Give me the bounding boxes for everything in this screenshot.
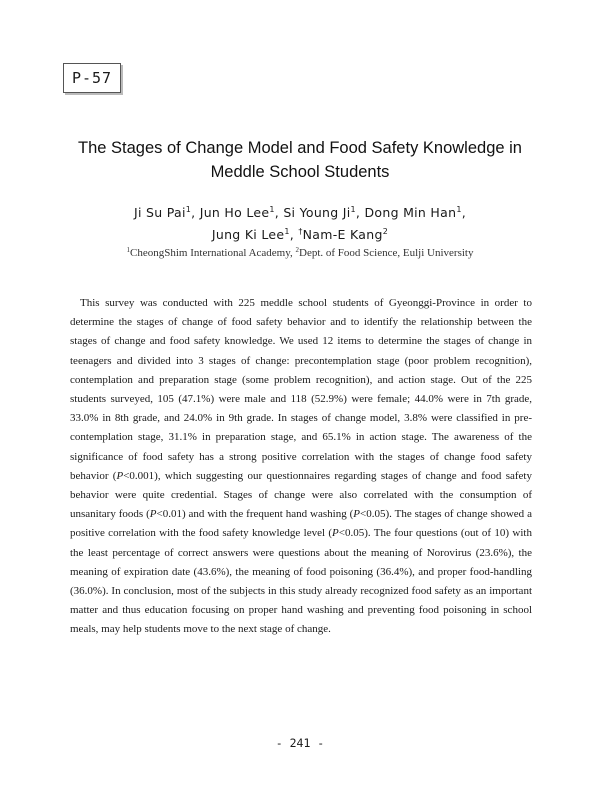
p-value-symbol: P: [149, 508, 157, 521]
p-value-symbol: P: [116, 469, 124, 482]
author-line-1: [40, 202, 560, 224]
abstract-text: <0.001), which suggesting our questionnaires regarding stages of change and food safety behavior were quite credential. Stages of change were also correlated with the consumption of unsanitary foods (: [70, 469, 532, 521]
affiliation-mark: 2: [295, 246, 300, 254]
author-affiliation-mark: 1: [350, 205, 356, 214]
author-name: Jun Ho Lee: [199, 205, 270, 220]
author-affiliation-mark: 1: [284, 227, 290, 236]
poster-id-box: P-57: [63, 63, 121, 93]
author-separator: ,: [355, 205, 365, 220]
author-affiliation-mark: 2: [382, 227, 389, 236]
author-separator: ,: [274, 205, 284, 220]
p-value-symbol: P: [353, 508, 361, 521]
paper-title: [40, 136, 560, 184]
affiliation-text: Dept. of Food Science, Eulji University: [299, 247, 474, 259]
author-name: Nam-E Kang: [302, 227, 383, 242]
abstract-text: This survey was conducted with 225 meddle school students of Gyeonggi-Province in order to determine the stages of change of food safety behavior and to identify the relationship between the stages of change and food safety knowledge. We used 12 items to determine the stages of change in teenagers and divided into 3 stages of change: precontemplation stage (poor problem recognition), contemplation and preparation stage (some problem recognition), and action stage. Out of the 225 students surveyed, 105 (47.1%) were male and 118 (52.9%) were female; 44.0% were in 7th grade, 33.0% in 8th grade, and 24.0% in 9th grade. In stages of change model, 3.8% were classified in pre-contemplation stage, 31.1% in preparation stage, and 65.1% in action stage. The awareness of the significance of food safety has a strong positive correlation with the stages of change food safety behavior (: [70, 297, 532, 482]
author-affiliation-mark: 1: [269, 205, 275, 214]
affiliation-mark: 1: [126, 246, 131, 254]
author-name: Ji Su Pai: [134, 205, 186, 220]
author-affiliation-mark: 1: [185, 205, 192, 214]
author-line-2: [40, 224, 560, 246]
page-number: - 241 -: [275, 736, 325, 750]
abstract-text: <0.05). The four questions (out of 10) with the least percentage of correct answers were questions about the meaning of Norovirus (23.6%), the meaning of expiration date (43.6%), the meaning of food poisoning (36.4%), and proper food-handling (36.0%). In conclusion, most of the subjects in this study already recognized food safety as an important matter and thus education focusing on proper hand washing and preventing food poisoning in school meals, may help students move to the next stage of change.: [70, 527, 532, 636]
corresponding-author-mark: †: [298, 227, 303, 236]
author-affiliation-mark: 1: [456, 205, 462, 214]
author-name: Si Young Ji: [283, 205, 351, 220]
author-list: [40, 202, 560, 246]
abstract-text: <0.05). The stages of change showed a positive correlation with the food safety knowledge level (: [70, 508, 532, 540]
author-separator: ,: [461, 205, 466, 220]
title-line-1: The Stages of Change Model and Food Safety Knowledge in: [78, 139, 522, 157]
author-name: Jung Ki Lee: [211, 227, 285, 242]
author-separator: ,: [191, 205, 200, 220]
abstract-body: [70, 294, 532, 640]
affiliations: [40, 245, 560, 261]
abstract-text: <0.01) and with the frequent hand washing (: [156, 508, 354, 521]
affiliation-text: CheongShim International Academy,: [130, 247, 296, 259]
author-name: Dong Min Han: [364, 205, 457, 220]
author-separator: ,: [289, 227, 299, 242]
title-line-2: Meddle School Students: [210, 163, 390, 181]
p-value-symbol: P: [332, 527, 339, 540]
